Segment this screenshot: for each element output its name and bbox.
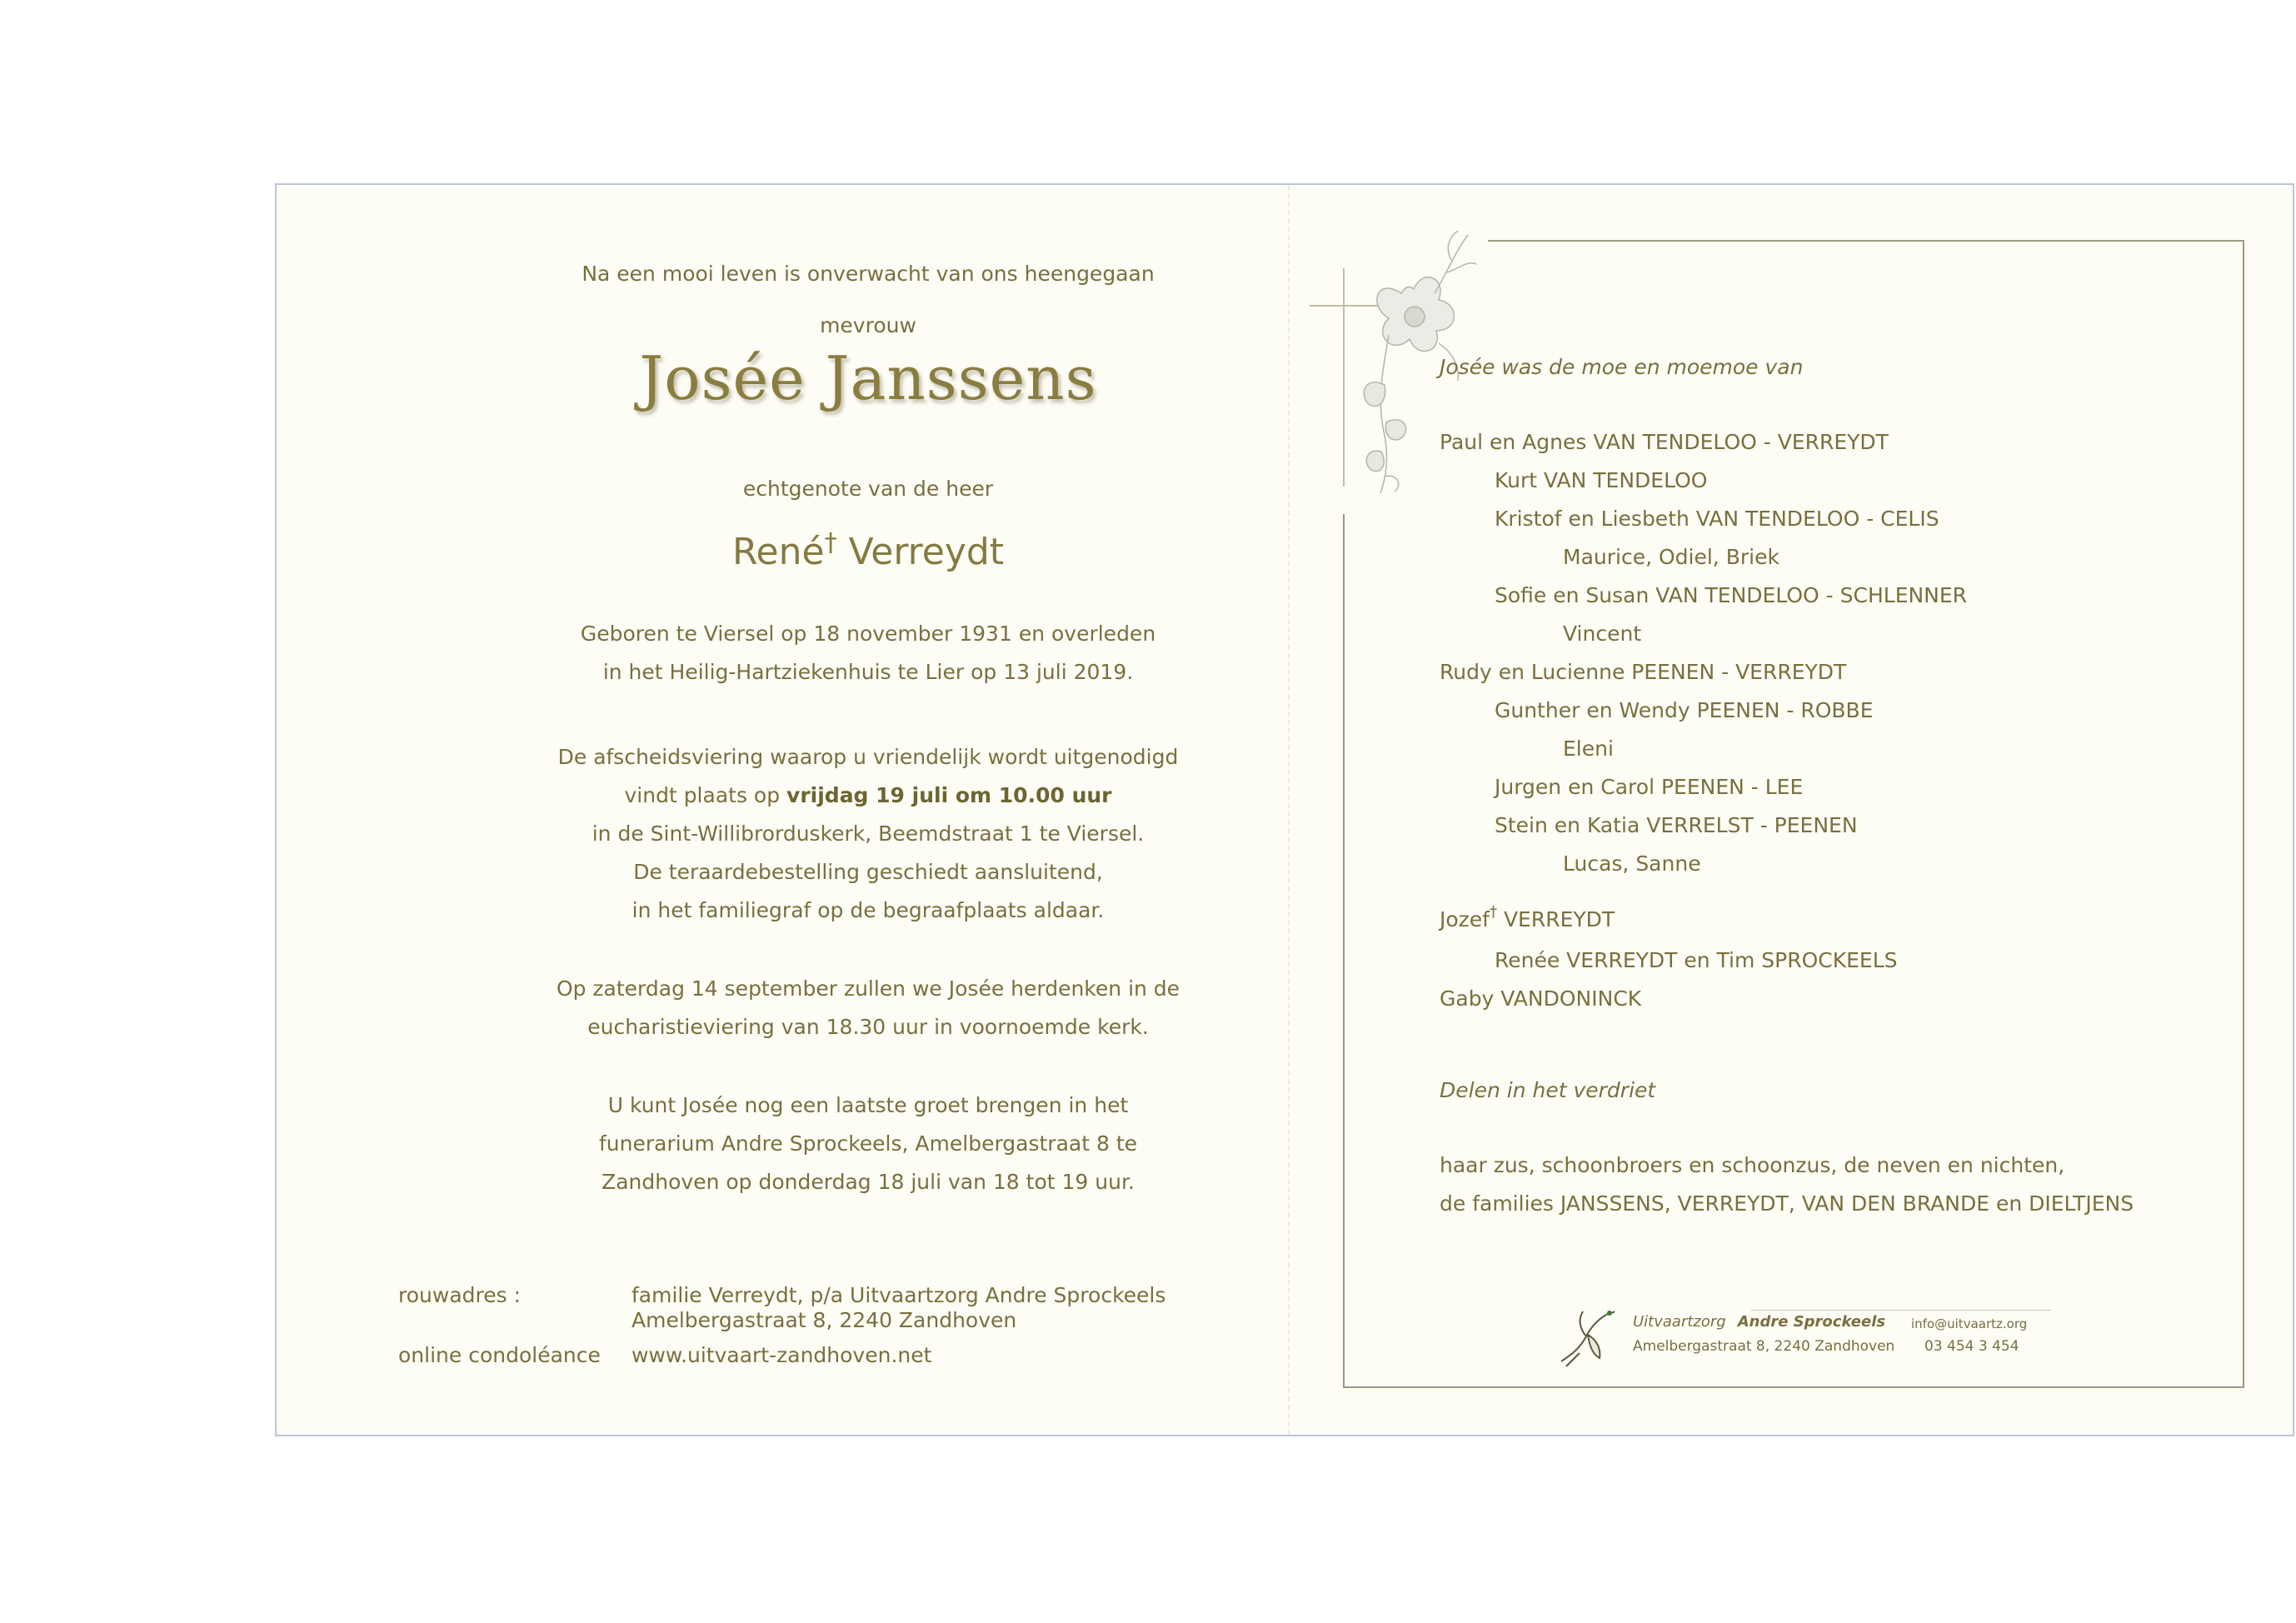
family-line: Kristof en Liesbeth VAN TENDELOO - CELIS bbox=[1495, 507, 1939, 531]
cross-icon: † bbox=[824, 528, 837, 557]
service-line-2-a: vindt plaats op bbox=[624, 783, 787, 807]
family-line: Lucas, Sanne bbox=[1563, 851, 1701, 876]
frame-top bbox=[1488, 240, 2244, 242]
address-line-2: Amelbergastraat 8, 2240 Zandhoven bbox=[631, 1308, 1017, 1332]
online-label: online condoléance bbox=[398, 1343, 601, 1367]
gaby-line: Gaby VANDONINCK bbox=[1440, 986, 1642, 1011]
frame-right bbox=[2243, 240, 2244, 1388]
address-label: rouwadres : bbox=[398, 1283, 522, 1307]
deceased-name: Josée Janssens bbox=[639, 343, 1097, 413]
memorial-line-2: eucharistieviering van 18.30 uur in voornoemde kerk. bbox=[587, 1015, 1149, 1039]
title-text: mevrouw bbox=[820, 313, 916, 337]
grief-line-1: haar zus, schoonbroers en schoonzus, de neven en nichten, bbox=[1440, 1153, 2065, 1177]
family-line: Maurice, Odiel, Briek bbox=[1563, 545, 1779, 569]
service-line-1: De afscheidsviering waarop u vriendelijk wordt uitgenodigd bbox=[557, 745, 1179, 769]
family-heading: Josée was de moe en moemoe van bbox=[1440, 355, 1804, 379]
family-line: Sofie en Susan VAN TENDELOO - SCHLENNER bbox=[1495, 583, 1968, 607]
intro-text: Na een mooi leven is onverwacht van ons heengegaan bbox=[581, 262, 1155, 286]
family-line: Gunther en Wendy PEENEN - ROBBE bbox=[1495, 698, 1874, 722]
service-date: vrijdag 19 juli om 10.00 uur bbox=[786, 783, 1112, 807]
grief-line-2: de families JANSSENS, VERREYDT, VAN DEN BRANDE en DIELTJENS bbox=[1440, 1191, 2134, 1216]
spouse-intro: echtgenote van de heer bbox=[742, 477, 994, 501]
visit-line-2: funerarium Andre Sprockeels, Amelbergastraat 8 te bbox=[598, 1131, 1138, 1156]
logo-email: info@uitvaartz.org bbox=[1911, 1316, 2028, 1331]
birth-line-1: Geboren te Viersel op 18 november 1931 en overleden bbox=[580, 622, 1156, 646]
logo-brand bbox=[1633, 1313, 1885, 1331]
announcement-panel bbox=[410, 185, 1326, 1435]
memorial-line-1: Op zaterdag 14 september zullen we Josée herdenken in de bbox=[556, 976, 1180, 1001]
service-line-2 bbox=[410, 783, 1326, 808]
birth-line-2: in het Heilig-Hartziekenhuis te Lier op 13 juli 2019. bbox=[602, 660, 1134, 684]
family-line: Stein en Katia VERRELST - PEENEN bbox=[1495, 813, 1858, 837]
logo-brand-b: Andre Sprockeels bbox=[1737, 1313, 1886, 1331]
frame-left bbox=[1343, 514, 1345, 1388]
family-line: Paul en Agnes VAN TENDELOO - VERREYDT bbox=[1440, 430, 1889, 454]
visit-line-1: U kunt Josée nog een laatste groet brengen in het bbox=[607, 1093, 1129, 1117]
family-line: Vincent bbox=[1563, 622, 1642, 646]
visit-line-3: Zandhoven op donderdag 18 juli van 18 tot 19 uur. bbox=[601, 1170, 1135, 1194]
cross-vertical bbox=[1343, 268, 1345, 487]
jozef-first: Jozef bbox=[1440, 907, 1490, 931]
family-line: Jurgen en Carol PEENEN - LEE bbox=[1495, 775, 1804, 799]
address-line-1: familie Verreydt, p/a Uitvaartzorg Andre Sprockeels bbox=[631, 1283, 1166, 1307]
grief-heading: Delen in het verdriet bbox=[1440, 1078, 1656, 1102]
logo-brand-a: Uitvaartzorg bbox=[1633, 1313, 1726, 1331]
logo-divider bbox=[1751, 1310, 2051, 1311]
jozef-line bbox=[1440, 900, 1615, 932]
family-line: Eleni bbox=[1563, 737, 1614, 761]
mourning-card bbox=[275, 183, 2294, 1436]
service-line-5: in het familiegraf op de begraafplaats aldaar. bbox=[631, 898, 1105, 922]
logo-phone: 03 454 3 454 bbox=[1924, 1338, 2019, 1355]
service-line-4: De teraardebestelling geschiedt aansluitend, bbox=[633, 860, 1103, 884]
spouse-first-name: René bbox=[731, 531, 825, 573]
renee-line: Renée VERREYDT en Tim SPROCKEELS bbox=[1495, 948, 1898, 972]
family-line: Rudy en Lucienne PEENEN - VERREYDT bbox=[1440, 660, 1847, 684]
spouse-name bbox=[410, 522, 1326, 574]
logo-address: Amelbergastraat 8, 2240 Zandhoven bbox=[1633, 1338, 1895, 1355]
spouse-last-name: Verreydt bbox=[848, 531, 1005, 573]
family-line: Kurt VAN TENDELOO bbox=[1495, 468, 1708, 492]
dove-icon bbox=[1555, 1303, 1621, 1370]
cross-icon: † bbox=[1489, 903, 1497, 921]
jozef-last: VERREYDT bbox=[1503, 907, 1615, 931]
online-url: www.uitvaart-zandhoven.net bbox=[631, 1343, 932, 1367]
service-line-3: in de Sint-Willibrorduskerk, Beemdstraat 1 te Viersel. bbox=[591, 821, 1145, 846]
frame-bottom bbox=[1343, 1386, 2244, 1388]
